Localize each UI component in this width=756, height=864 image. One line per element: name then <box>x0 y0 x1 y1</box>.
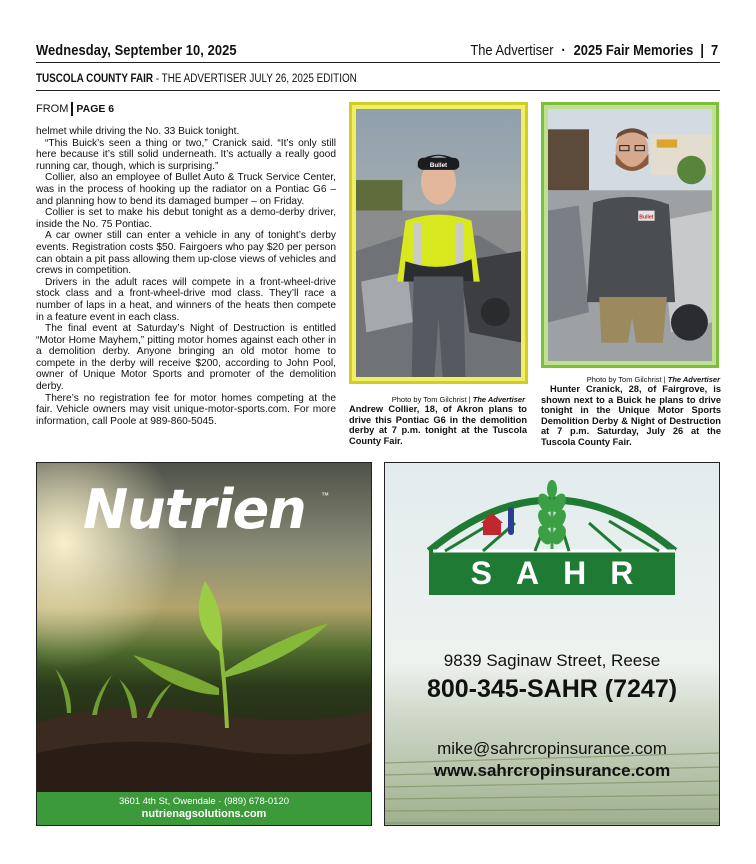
photo-cranick <box>548 109 712 361</box>
publication-name: The Advertiser <box>470 42 554 59</box>
folio-bullet: · <box>561 42 566 59</box>
photo-frame-collier <box>349 102 528 384</box>
photo-collier <box>356 109 521 377</box>
subhead-edition: - THE ADVERTISER JULY 26, 2025 EDITION <box>155 73 357 85</box>
article-paragraph: There’s no registration fee for motor homes competing at the fair. Vehicle owners may visit unique-motor-sports.com. For more information, call Poole at 989-860-5045. <box>36 392 336 427</box>
section-name: 2025 Fair Memories <box>573 42 694 59</box>
article-paragraph: Collier is set to make his debut tonight as a demo-derby driver, inside the No. 75 Pontiac. <box>36 207 336 230</box>
masthead-rule <box>36 62 720 63</box>
photo-hat-logo: Bullet <box>429 161 448 169</box>
subhead-rule <box>36 90 720 91</box>
jump-line <box>36 102 114 116</box>
nutrien-trademark: ™ <box>321 491 329 500</box>
jump-page-label: PAGE 6 <box>76 102 115 115</box>
article-paragraph: Drivers in the adult races will compete in a front-wheel-drive stock class and a front-wheel-drive mod class. They’ll race a number of laps in a heat, and winners of the heats then compete in a feature event in each class. <box>36 276 336 323</box>
photo-collier-image <box>356 109 521 377</box>
nutrien-logo <box>83 475 306 545</box>
subhead-title: TUSCOLA COUNTY FAIR <box>36 73 154 85</box>
article-paragraph: “This Buick’s seen a thing or two,” Cranick said. “It’s only still here because it’s still solid underneath. It’s actually a really good running car, though, which is surprising.” <box>36 137 336 172</box>
sahr-address: 9839 Saginaw Street, Reese <box>443 651 661 670</box>
credit-outlet: The Advertiser <box>667 375 720 384</box>
wheat-icon <box>535 480 568 549</box>
article-body <box>36 126 336 427</box>
sahr-website[interactable]: www.sahrcropinsurance.com <box>433 761 671 780</box>
article-paragraph: The final event at Saturday’s Night of Destruction is entitled “Motor Home Mayhem,” pitting motor homes against each other in a demolition derby. Anyone bringing an old motor home to compete in the derby will receive $200, according to John Pool, owner of Unique Motor Sports and promoter of the demolition derby. <box>36 323 336 393</box>
credit-prefix: Photo by Tom Gilchrist | <box>586 375 666 384</box>
sahr-phone[interactable]: 800-345-SAHR (7247) <box>426 675 678 703</box>
photo-caption-cranick: Hunter Cranick, 28, of Fairgrove, is shown next to a Buick he plans to drive tonight in the Unique Motor Sports Demolition Derby & Night of Destruction at 7 p.m. Saturday, July 26 at the Tuscola County Fair. <box>541 384 721 447</box>
photo-caption-collier: Andrew Collier, 18, of Akron plans to drive this Pontiac G6 in the demolition derby at 7 p.m. tonight at the Tuscola County Fair. <box>349 404 527 446</box>
article-paragraph: A car owner still can enter a vehicle in any of tonight’s derby events. Registration costs $50. Fairgoers who pay $20 per person can obtain a pit pass allowing them up-close views of vehicles and crews in competition. <box>36 230 336 277</box>
photo-credit-collier <box>392 395 525 404</box>
sahr-logo-text: SAHR <box>470 555 658 591</box>
jump-divider <box>71 102 73 116</box>
section-subhead <box>36 73 357 85</box>
folio <box>470 42 718 59</box>
article-paragraph: helmet while driving the No. 33 Buick tonight. <box>36 126 240 137</box>
nutrien-ad[interactable] <box>36 462 372 826</box>
sahr-email[interactable]: mike@sahrcropinsurance.com <box>437 739 667 758</box>
credit-prefix: Photo by Tom Gilchrist | <box>391 395 471 404</box>
photo-credit-cranick <box>587 375 720 384</box>
nutrien-website[interactable]: nutrienagsolutions.com <box>141 808 267 820</box>
jump-from-label: FROM <box>36 102 69 115</box>
page-number: 7 <box>710 42 718 59</box>
photo-cranick-image <box>548 109 712 361</box>
article-paragraph: Collier, also an employee of Bullet Auto & Truck Service Center, was in the process of hooking up the radiator on a Pontiac G6 – and planning how to bend its damaged bumper – on Friday. <box>36 172 336 207</box>
photo-shirt-logo: Bullet <box>639 214 654 221</box>
nutrien-address: 3601 4th St, Owendale · (989) 678-0120 <box>118 796 290 807</box>
nutrien-brand-name: Nutrien <box>83 478 306 541</box>
sahr-ad[interactable] <box>384 462 720 826</box>
issue-date: Wednesday, September 10, 2025 <box>36 42 237 59</box>
folio-separator: | <box>700 42 704 59</box>
photo-frame-cranick <box>541 102 719 368</box>
credit-outlet: The Advertiser <box>472 395 525 404</box>
